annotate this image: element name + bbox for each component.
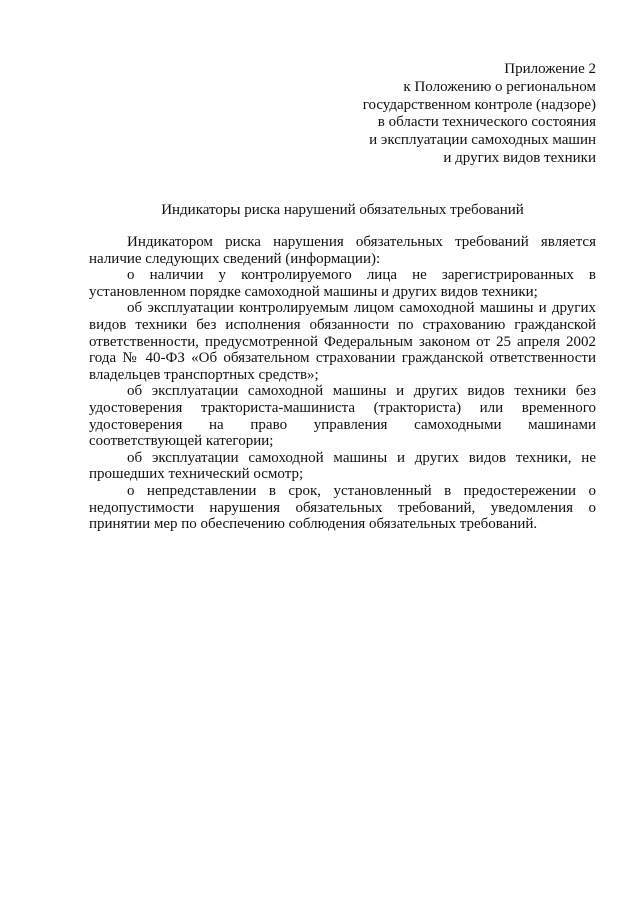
annex-header <box>363 61 596 168</box>
paragraph: о наличии у контролируемого лица не зарегистрированных в установленном порядке самоходной машины и других видов техники; <box>89 267 596 300</box>
paragraph: Индикатором риска нарушения обязательных требований является наличие следующих сведений (информации): <box>89 234 596 267</box>
document-body <box>89 234 596 533</box>
annex-line: в области технического состояния <box>377 114 596 131</box>
annex-line: Приложение 2 <box>504 61 596 77</box>
paragraph: об эксплуатации контролируемым лицом самоходной машины и других видов техники без исполнения обязанности по страхованию гражданской ответственности, предусмотренной Федеральным законом от 25 апреля 2002 года № 40-ФЗ «Об обязательном страховании гражданской ответственности владельцев транспортных средств»; <box>89 300 596 383</box>
annex-line: и других видов техники <box>443 149 596 166</box>
document-title: Индикаторы риска нарушений обязательных требований <box>161 202 524 218</box>
annex-line: и эксплуатации самоходных машин <box>369 132 596 149</box>
paragraph: об эксплуатации самоходной машины и других видов техники без удостоверения тракториста-машиниста (тракториста) или временного удостоверения на право управления самоходными машинами соответствующей категории; <box>89 383 596 450</box>
paragraph: об эксплуатации самоходной машины и других видов техники, не прошедших технический осмотр; <box>89 449 596 483</box>
annex-line: к Положению о региональном <box>403 78 596 95</box>
annex-line: государственном контроле (надзоре) <box>362 96 596 113</box>
paragraph: о непредставлении в срок, установленный в предостережении о недопустимости нарушения обязательных требований, уведомления о принятии мер по обеспечению соблюдения обязательных требований. <box>89 482 596 533</box>
